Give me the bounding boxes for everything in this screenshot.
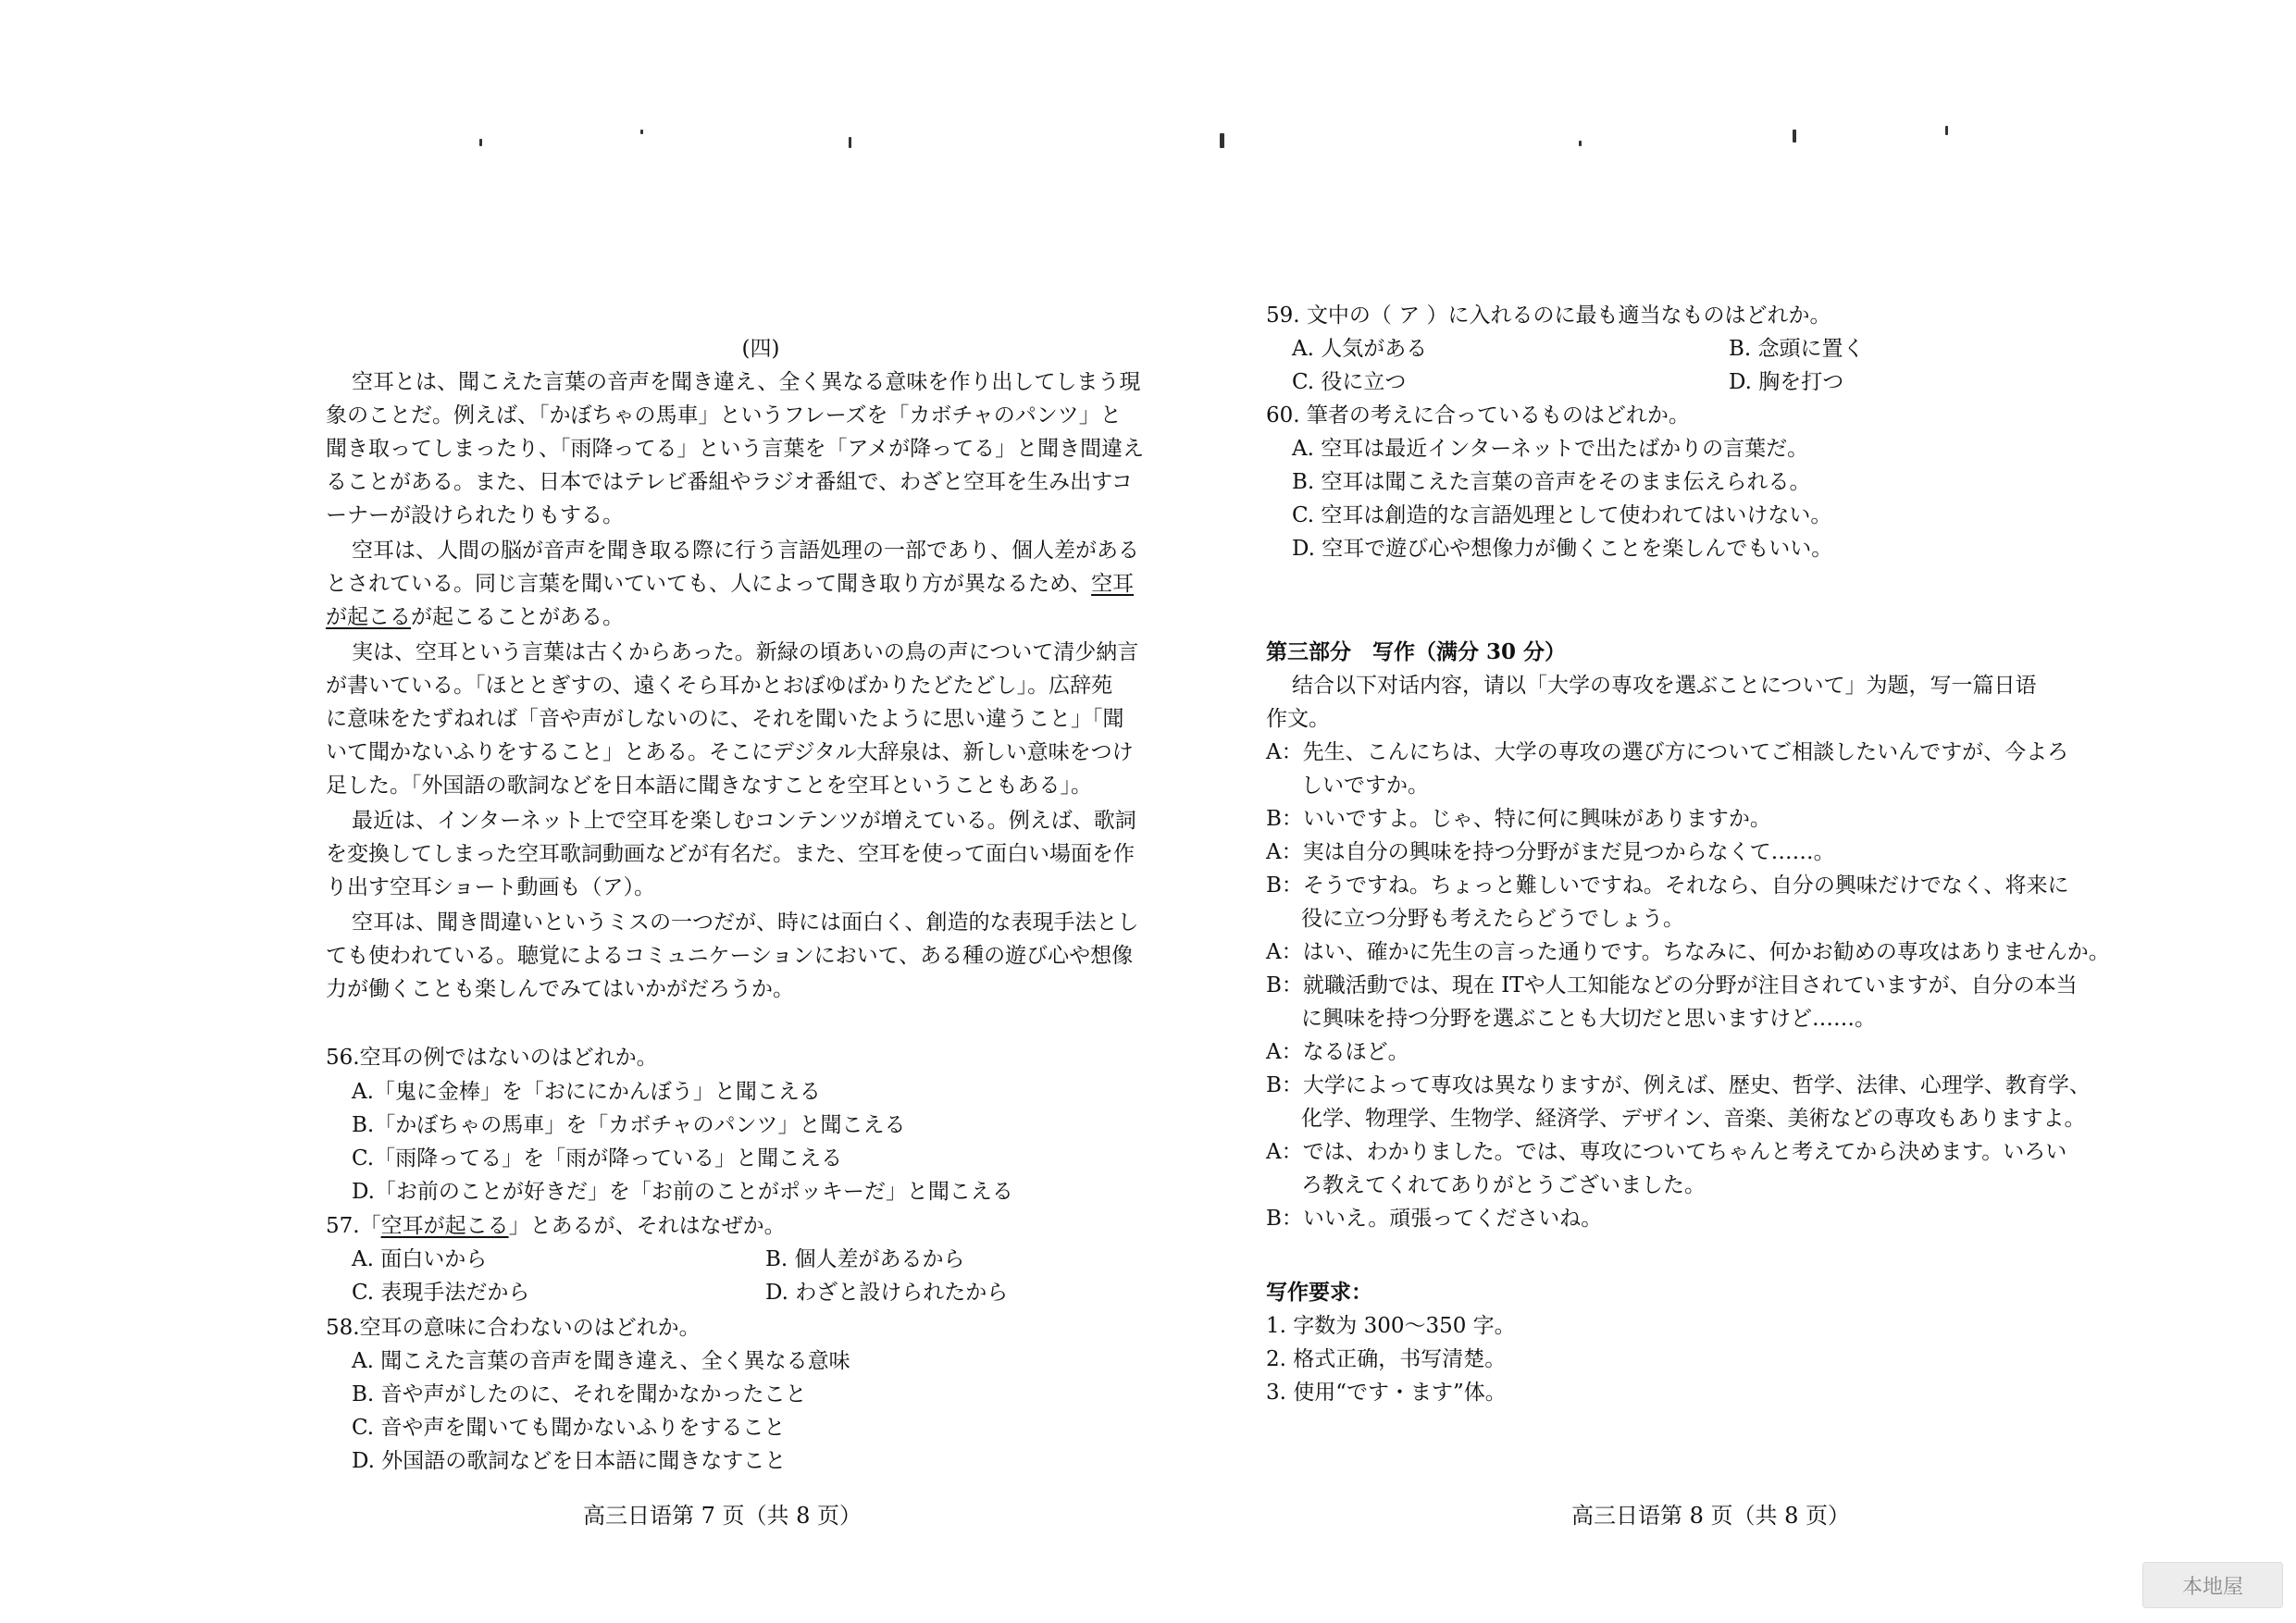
passage-line-with-underline (326, 603, 624, 631)
dialogue-line: A：なるほど。 (1266, 1040, 1409, 1064)
q57-option-b: B. 個人差があるから (765, 1247, 965, 1271)
dialogue-line: B：いいえ。頑張ってくださいね。 (1266, 1207, 1603, 1231)
dialogue-line: B：大学によって専攻は異なりますが、例えば、歴史、哲学、法律、心理学、教育学、 (1266, 1073, 2091, 1097)
question-58-stem: 58.空耳の意味に合わないのはどれか。 (326, 1316, 701, 1340)
passage-line: 空耳とは、聞こえた言葉の音声を聞き違え、全く異なる意味を作り出してしまう現 (352, 370, 1141, 394)
passage-line: いて聞かないふりをすること」とある。そこにデジタル大辞泉は、新しい意味をつけ (326, 740, 1134, 764)
q57-option-c: C. 表現手法だから (352, 1281, 530, 1305)
passage-line: ーナーが設けられたりもする。 (326, 503, 624, 527)
left-page (326, 0, 1196, 1623)
site-watermark (2142, 1562, 2283, 1608)
section3-intro: 作文。 (1266, 707, 1330, 731)
watermark-text: 本地屋 (2181, 1575, 2243, 1599)
dialogue-line: B：そうですね。ちょっと難しいですね。それなら、自分の興味だけでなく、将来に (1266, 873, 2069, 898)
passage-line: に意味をたずねれば「音や声がしないのに、それを聞いたように思い違うこと」「聞 (326, 707, 1124, 731)
question-59-stem: 59. 文中の（ ア ）に入れるのに最も適当なものはどれか。 (1266, 304, 1831, 328)
passage-line: ても使われている。聴覚によるコミュニケーションにおいて、ある種の遊び心や想像 (326, 944, 1134, 968)
passage-line: 聞き取ってしまったり、「雨降ってる」という言葉を「アメが降ってる」と聞き間違え (326, 437, 1145, 461)
q59-option-c: C. 役に立つ (1292, 370, 1407, 394)
dialogue-line: に興味を持つ分野を選ぶことも大切だと思いますけど……。 (1301, 1007, 1876, 1031)
dialogue-line: 化学、物理学、生物学、経済学、デザイン、音楽、美術などの専攻もありますよ。 (1301, 1107, 2086, 1131)
requirement-item: 2. 格式正确，书写清楚。 (1266, 1347, 1507, 1371)
passage-line: り出す空耳ショート動画も（ア）。 (326, 875, 656, 899)
passage-line-with-underline (326, 570, 1134, 598)
page-footer-left: 高三日语第 7 页（共 8 页） (583, 1503, 863, 1529)
q59-option-a: A. 人気がある (1292, 337, 1428, 361)
q58-option-b: B. 音や声がしたのに、それを聞かなかったこと (352, 1382, 807, 1406)
passage-line: ることがある。また、日本ではテレビ番組やラジオ番組で、わざと空耳を生み出すコ (326, 470, 1133, 494)
passage-line: 空耳は、聞き間違いというミスの一つだが、時には面白く、創造的な表現手法とし (352, 911, 1139, 935)
scan-speck (1220, 133, 1224, 148)
passage-line: 空耳は、人間の脳が音声を聞き取る際に行う言語処理の一部であり、個人差がある (352, 539, 1139, 563)
underlined-phrase: が起こる (326, 605, 411, 629)
q58-option-a: A. 聞こえた言葉の音声を聞き違え、全く異なる意味 (352, 1349, 850, 1373)
section3-intro: 结合以下对话内容，请以「大学の専攻を選ぶことについて」为题，写一篇日语 (1292, 674, 2037, 698)
dialogue-line: B：就職活動では、現在 ITや人工知能などの分野が注目されていますが、自分の本当 (1266, 973, 2078, 997)
q59-option-b: B. 念頭に置く (1729, 337, 1865, 361)
passage-line: 象のことだ。例えば、「かぼちゃの馬車」というフレーズを「カボチャのパンツ」と (326, 403, 1122, 427)
q57-option-a: A. 面白いから (352, 1247, 488, 1271)
question-57-stem (326, 1212, 786, 1240)
passage-line: 最近は、インターネット上で空耳を楽しむコンテンツが増えている。例えば、歌詞 (352, 809, 1136, 833)
passage-text: とされている。同じ言葉を聞いていても、人によって聞き取り方が異なるため、 (326, 572, 1092, 596)
q59-option-d: D. 胸を打つ (1729, 370, 1844, 394)
dialogue-line: B：いいですよ。じゃ、特に何に興味がありますか。 (1266, 807, 1771, 831)
q56-option-c: C.「雨降ってる」を「雨が降っている」と聞こえる (352, 1146, 843, 1171)
q60-option-a: A. 空耳は最近インターネットで出たばかりの言葉だ。 (1292, 437, 1809, 461)
section3-heading: 第三部分 写作（满分 30 分） (1266, 639, 1567, 664)
passage-line: 足した。「外国語の歌詞などを日本語に聞きなすことを空耳ということもある」。 (326, 774, 1092, 798)
q58-option-c: C. 音や声を聞いても聞かないふりをすること (352, 1416, 786, 1440)
q58-option-d: D. 外国語の歌詞などを日本語に聞きなすこと (352, 1449, 787, 1473)
page-footer-right: 高三日语第 8 页（共 8 页） (1571, 1503, 1851, 1529)
right-page (1266, 0, 2145, 1623)
q56-option-d: D.「お前のことが好きだ」を「お前のことがポッキーだ」と聞こえる (352, 1180, 1013, 1204)
dialogue-line: しいですか。 (1301, 774, 1429, 798)
q57-underlined: 空耳が起こる (380, 1214, 509, 1238)
passage-title: (四) (741, 337, 780, 361)
question-60-stem: 60. 筆者の考えに合っているものはどれか。 (1266, 403, 1690, 427)
passage-line: を変換してしまった空耳歌詞動画などが有名だ。また、空耳を使って面白い場面を作 (326, 842, 1135, 866)
q57-suffix: 」とあるが、それはなぜか。 (508, 1214, 786, 1238)
q60-option-b: B. 空耳は聞こえた言葉の音声をそのまま伝えられる。 (1292, 470, 1811, 494)
requirement-item: 3. 使用“です・ます”体。 (1266, 1381, 1507, 1405)
dialogue-line: ろ教えてくれてありがとうございました。 (1301, 1173, 1706, 1197)
writing-requirements-heading: 写作要求： (1266, 1280, 1372, 1305)
passage-text: が起こることがある。 (411, 605, 624, 629)
q56-option-a: A.「鬼に金棒」を「おににかんぼう」と聞こえる (352, 1080, 821, 1104)
underlined-phrase: 空耳 (1091, 572, 1135, 596)
q60-option-c: C. 空耳は創造的な言語処理として使われてはいけない。 (1292, 503, 1832, 527)
dialogue-line: A：はい、確かに先生の言った通りです。ちなみに、何かお勧めの専攻はありませんか。 (1266, 940, 2110, 964)
passage-line: 力が働くことも楽しんでみてはいかがだろうか。 (326, 977, 794, 1001)
dialogue-line: A：先生、こんにちは、大学の専攻の選び方についてご相談したいんですが、今よろ (1266, 740, 2069, 764)
question-56-stem: 56.空耳の例ではないのはどれか。 (326, 1046, 658, 1070)
passage-line: 実は、空耳という言葉は古くからあった。新緑の頃あいの鳥の声について清少納言 (352, 640, 1139, 664)
q57-option-d: D. わざと設けられたから (765, 1281, 1009, 1305)
dialogue-line: A：実は自分の興味を持つ分野がまだ見つからなくて……。 (1266, 840, 1835, 864)
q57-prefix: 57.「 (326, 1214, 381, 1238)
q60-option-d: D. 空耳で遊び心や想像力が働くことを楽しんでもいい。 (1292, 537, 1833, 561)
requirement-item: 1. 字数为 300～350 字。 (1266, 1314, 1516, 1338)
q56-option-b: B.「かぼちゃの馬車」を「カボチャのパンツ」と聞こえる (352, 1113, 906, 1137)
dialogue-line: A：では、わかりました。では、専攻についてちゃんと考えてから決めます。いろい (1266, 1140, 2067, 1164)
passage-line: が書いている。「ほととぎすの、遠くそら耳かとおぼゆばかりたどたどし」。広辞苑 (326, 674, 1113, 698)
dialogue-line: 役に立つ分野も考えたらどうでしょう。 (1301, 907, 1684, 931)
